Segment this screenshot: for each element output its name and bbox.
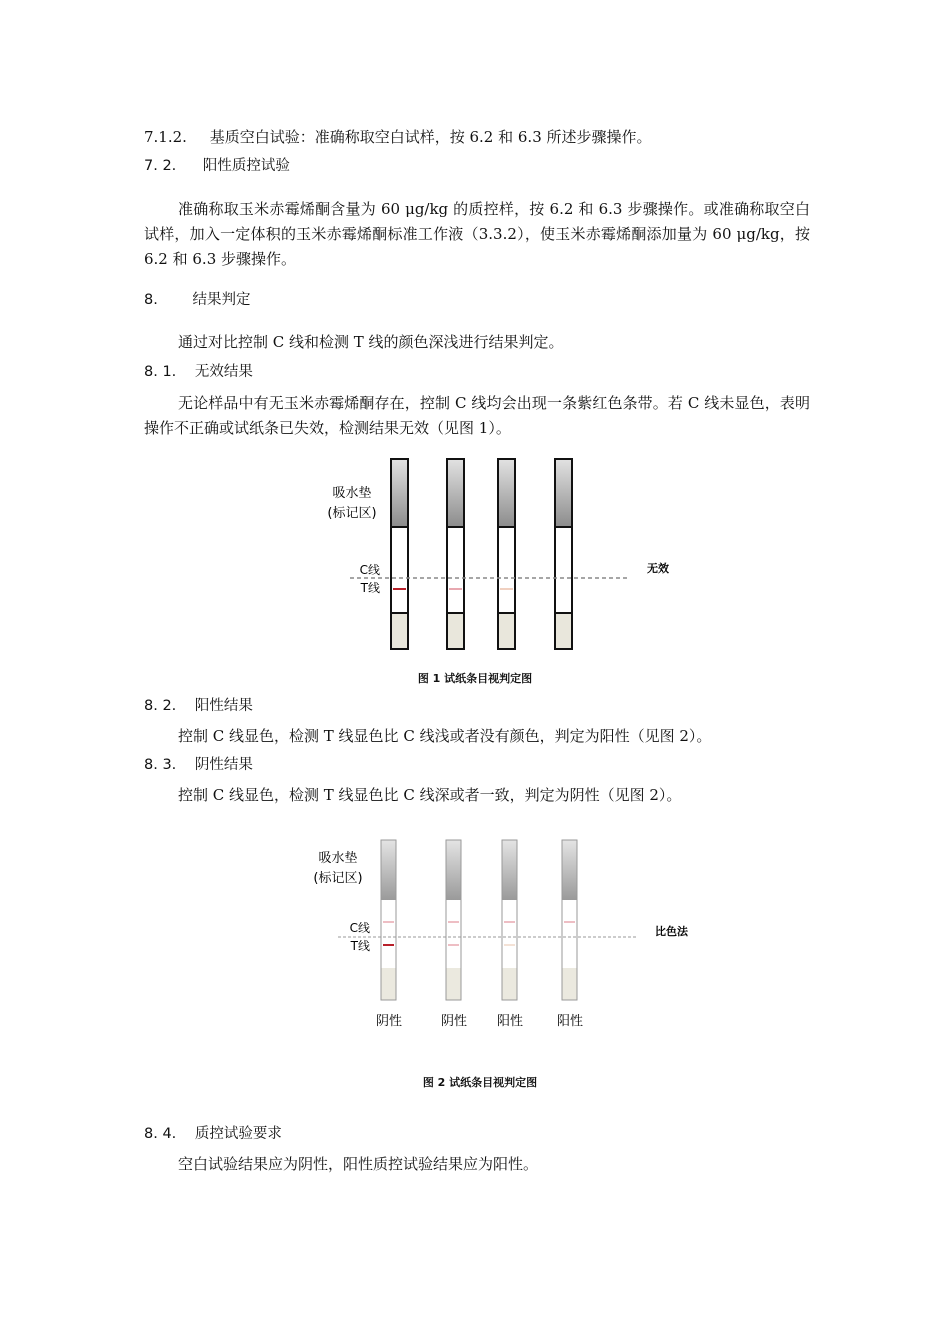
section-title: 阳性质控试验	[202, 158, 290, 174]
test-strip	[381, 840, 396, 1000]
section-heading-8	[144, 288, 250, 309]
section-title: 无效结果	[194, 364, 253, 380]
section-number: 8. 4.	[144, 1126, 177, 1142]
section-heading-8-3	[144, 753, 253, 774]
strip-label-positive: 阳性	[496, 1014, 524, 1029]
t-line-label: T线	[360, 581, 380, 595]
section-number: 7.1.2.	[144, 128, 187, 146]
section-7-1-2	[144, 127, 652, 147]
section-number: 8. 3.	[144, 757, 177, 773]
paragraph-8-2: 控制 C 线显色，检测 T 线显色比 C 线浅或者没有颜色，判定为阳性（见图 2）。	[178, 727, 712, 745]
section-number: 8.	[144, 292, 158, 308]
test-strip	[447, 459, 464, 649]
t-line-label: T线	[350, 939, 370, 953]
c-line-label: C线	[359, 563, 380, 577]
section-title: 质控试验要求	[194, 1126, 282, 1142]
figure-1-strips	[300, 450, 720, 665]
strip-label-negative: 阴性	[375, 1014, 403, 1029]
pad-label-line2: (标记区)	[313, 871, 363, 886]
test-strip	[391, 459, 408, 649]
test-strip	[555, 459, 572, 649]
section-heading-8-1	[144, 360, 253, 381]
section-number: 8. 1.	[144, 364, 177, 380]
test-strip	[502, 840, 517, 1000]
figure-2-strips	[300, 832, 720, 1042]
test-strip	[498, 459, 515, 649]
paragraph-8-1: 无论样品中有无玉米赤霉烯酮存在，控制 C 线均会出现一条紫红色条带。若 C 线未显色，表明操作不正确或试纸条已失效，检测结果无效（见图 1）。	[144, 394, 810, 437]
pad-label-line2: (标记区)	[327, 506, 377, 521]
section-number: 7. 2.	[144, 158, 177, 174]
colorimetric-label: 比色法	[655, 925, 688, 938]
test-strip	[562, 840, 577, 1000]
section-title: 阴性结果	[194, 757, 253, 773]
pad-label-line1: 吸水垫	[332, 486, 372, 501]
paragraph-8-4: 空白试验结果应为阴性，阳性质控试验结果应为阳性。	[178, 1155, 539, 1173]
paragraph-8-3: 控制 C 线显色，检测 T 线显色比 C 线深或者一致，判定为阴性（见图 2）。	[178, 786, 682, 804]
section-title: 阳性结果	[194, 698, 253, 714]
test-strip	[446, 840, 461, 1000]
section-heading-8-2	[144, 694, 253, 715]
figure-1-caption: 图 1 试纸条目视判定图	[417, 672, 533, 685]
c-line-label: C线	[349, 921, 370, 935]
figure-2-caption: 图 2 试纸条目视判定图	[422, 1076, 538, 1089]
paragraph-8: 通过对比控制 C 线和检测 T 线的颜色深浅进行结果判定。	[178, 333, 564, 351]
paragraph-7-2: 准确称取玉米赤霉烯酮含量为 60 μg/kg 的质控样，按 6.2 和 6.3 步骤操作。或准确称取空白试样，加入一定体积的玉米赤霉烯酮标准工作液（3.3.2），使玉米赤霉烯酮添加量为 60 μg/kg，按 6.2 和 6.3 步骤操作。	[144, 200, 810, 268]
section-number: 8. 2.	[144, 698, 177, 714]
section-heading-7-2	[144, 154, 290, 175]
section-text: 基质空白试验：准确称取空白试样，按 6.2 和 6.3 所述步骤操作。	[209, 128, 652, 146]
strip-label-positive: 阳性	[556, 1014, 584, 1029]
invalid-label: 无效	[647, 562, 669, 575]
section-heading-8-4	[144, 1122, 282, 1143]
section-title: 结果判定	[192, 292, 251, 308]
strip-label-negative: 阴性	[440, 1014, 468, 1029]
pad-label-line1: 吸水垫	[318, 851, 358, 866]
